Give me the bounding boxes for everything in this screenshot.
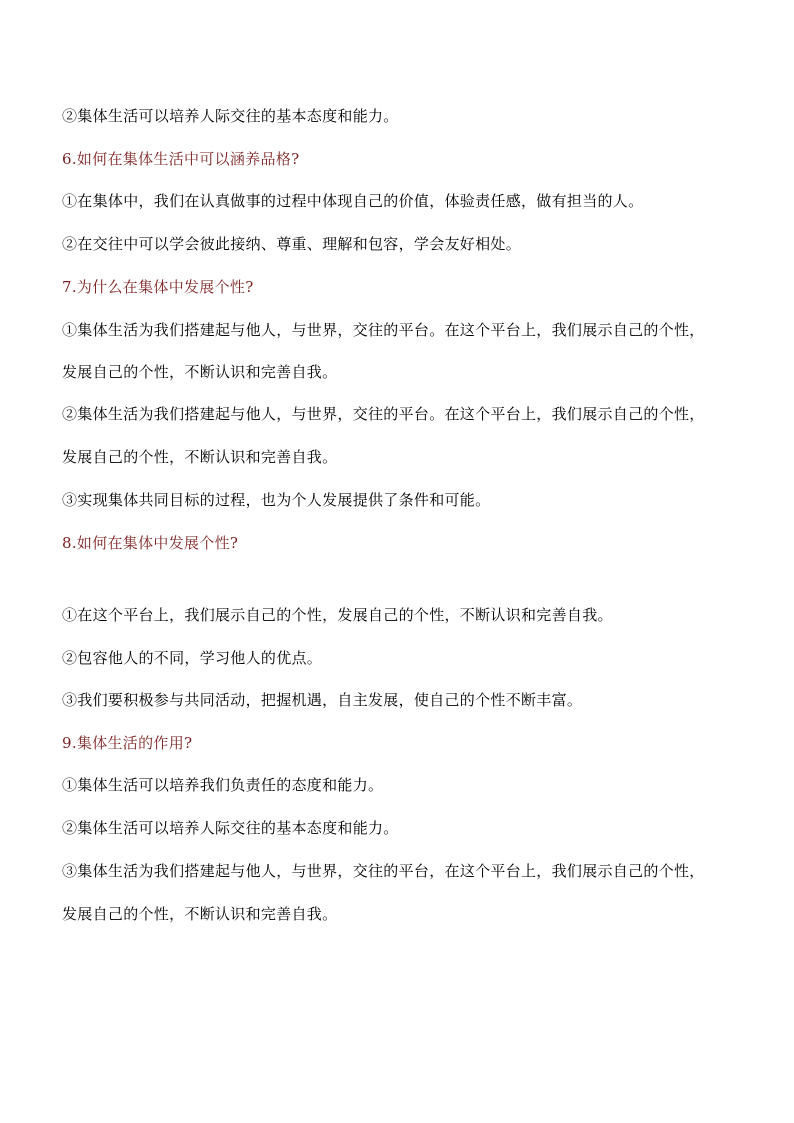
section-heading-7: 7.为什么在集体中发展个性?: [62, 278, 254, 296]
paragraph-line: ②集体生活可以培养人际交往的基本态度和能力。: [62, 107, 399, 125]
paragraph-line: ②在交往中可以学会彼此接纳、尊重、理解和包容，学会友好相处。: [62, 235, 522, 253]
paragraph-line: ①在这个平台上，我们展示自己的个性，发展自己的个性，不断认识和完善自我。: [62, 606, 613, 624]
paragraph-line: ③集体生活为我们搭建起与他人，与世界，交往的平台，在这个平台上，我们展示自己的个性，: [62, 862, 705, 880]
section-heading-8: 8.如何在集体中发展个性?: [62, 534, 239, 552]
paragraph-line: ②集体生活为我们搭建起与他人，与世界，交往的平台。在这个平台上，我们展示自己的个性，: [62, 405, 705, 423]
paragraph-line: ①在集体中，我们在认真做事的过程中体现自己的价值，体验责任感，做有担当的人。: [62, 192, 644, 210]
paragraph-line: ①集体生活为我们搭建起与他人，与世界，交往的平台。在这个平台上，我们展示自己的个性，: [62, 321, 705, 339]
paragraph-line: ②包容他人的不同，学习他人的优点。: [62, 649, 323, 667]
paragraph-line: 发展自己的个性，不断认识和完善自我。: [62, 363, 338, 381]
paragraph-line: 发展自己的个性，不断认识和完善自我。: [62, 905, 338, 923]
paragraph-line: ③我们要积极参与共同活动，把握机遇，自主发展，使自己的个性不断丰富。: [62, 691, 583, 709]
section-heading-9: 9.集体生活的作用?: [62, 734, 193, 752]
paragraph-line: ③实现集体共同目标的过程，也为个人发展提供了条件和可能。: [62, 491, 491, 509]
paragraph-line: 发展自己的个性，不断认识和完善自我。: [62, 448, 338, 466]
paragraph-line: ①集体生活可以培养我们负责任的态度和能力。: [62, 776, 384, 794]
section-heading-6: 6.如何在集体生活中可以涵养品格?: [62, 150, 300, 168]
paragraph-line: ②集体生活可以培养人际交往的基本态度和能力。: [62, 819, 399, 837]
